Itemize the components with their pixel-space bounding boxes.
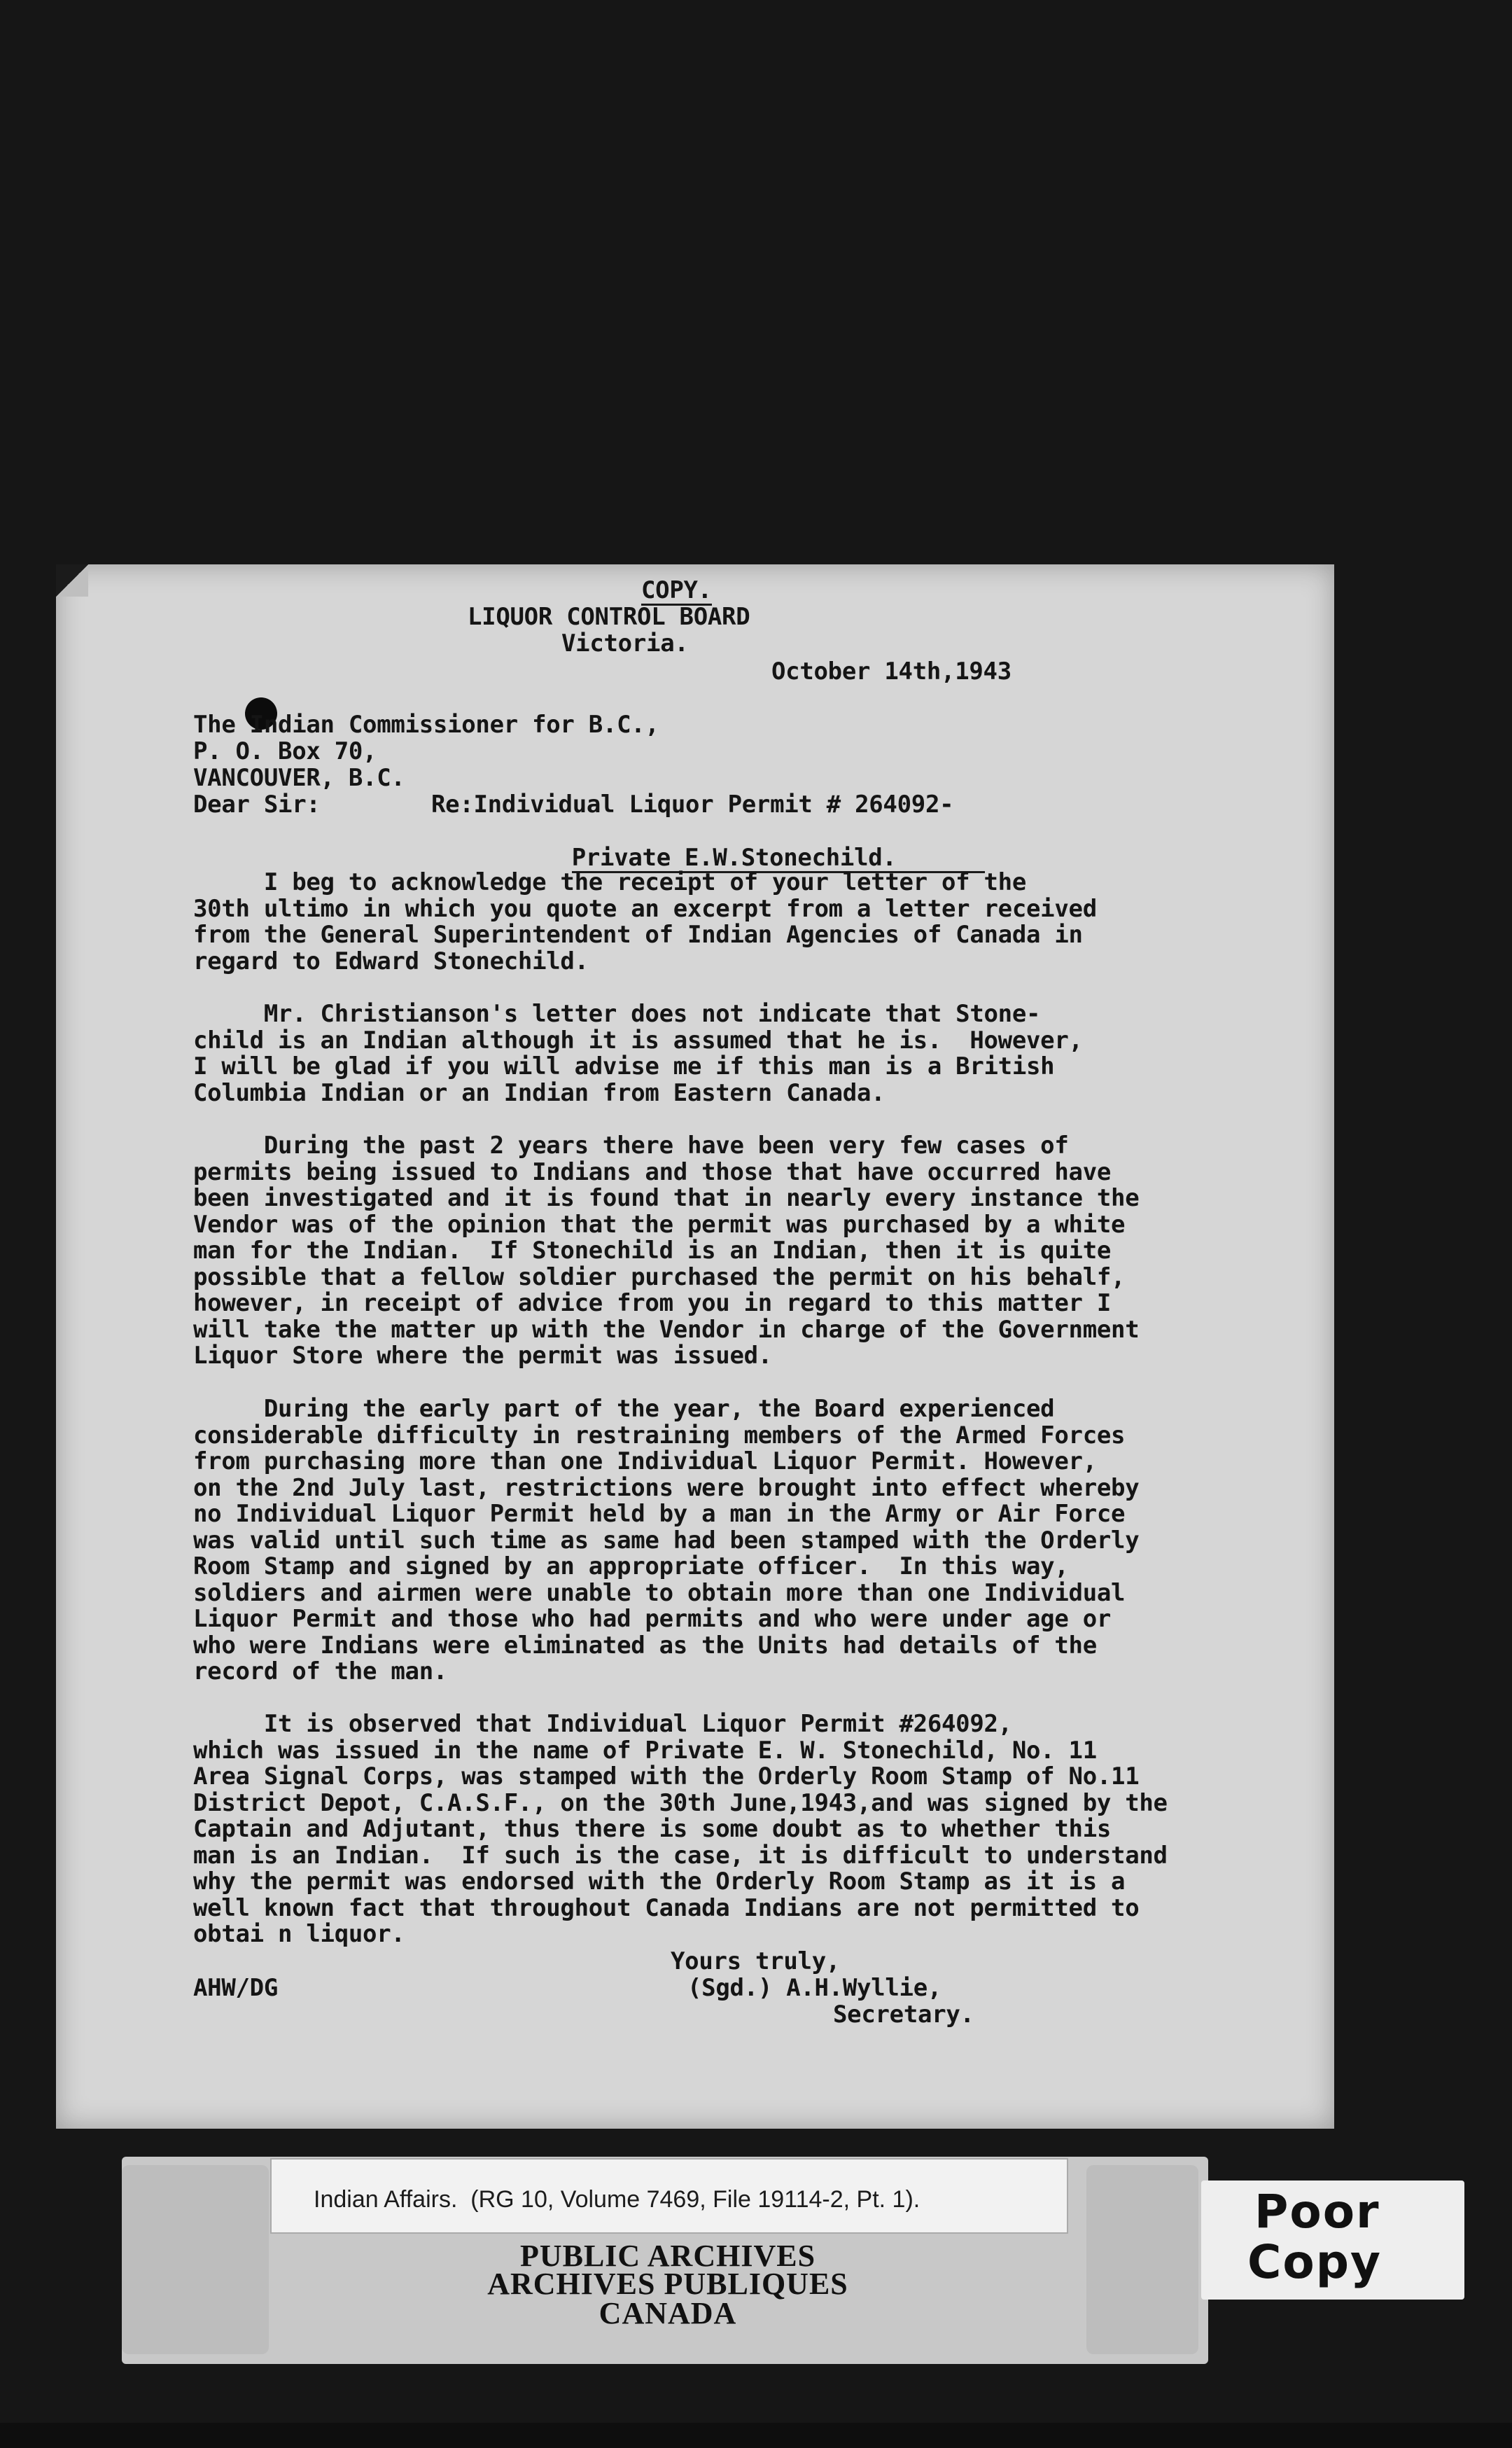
typist-initials: AHW/DG — [193, 1974, 279, 2002]
text-line: Mr. Christianson's letter does not indicate that Stone- — [193, 1000, 1041, 1028]
text-line: During the past 2 years there have been very few cases of — [193, 1132, 1069, 1160]
signature-title: Secretary. — [833, 2001, 974, 2029]
addressee-line: VANCOUVER, B.C. — [193, 764, 405, 792]
body-paragraph — [193, 1396, 1334, 1685]
text-line: District Depot, C.A.S.F., on the 30th June,1943,and was signed by the — [193, 1788, 1168, 1817]
text-line: permits being issued to Indians and those that have occurred have — [193, 1157, 1112, 1186]
text-line: man is an Indian. If such is the case, it is difficult to understand — [193, 1841, 1168, 1870]
label-tab — [1086, 2165, 1198, 2354]
text-line: Liquor Store where the permit was issued. — [193, 1342, 772, 1370]
text-line: however, in receipt of advice from you in regard to this matter I — [193, 1289, 1112, 1317]
text-line: which was issued in the name of Private E. W. Stonechild, No. 11 — [193, 1736, 1097, 1765]
addressee-line: P. O. Box 70, — [193, 737, 377, 765]
text-line: considerable difficulty in restraining members of the Armed Forces — [193, 1421, 1126, 1449]
text-line: possible that a fellow soldier purchased the permit on his behalf, — [193, 1263, 1126, 1291]
archive-name-fr: ARCHIVES PUBLIQUES — [487, 2267, 848, 2301]
text-line: 30th ultimo in which you quote an excerpt from a letter received — [193, 894, 1097, 923]
poor-copy-note — [1201, 2181, 1464, 2300]
text-line: from purchasing more than one Individual Liquor Permit. However, — [193, 1447, 1097, 1475]
archive-reference: Indian Affairs. (RG 10, Volume 7469, File 19114-2, Pt. 1). — [314, 2186, 920, 2213]
body-paragraph — [193, 1001, 1334, 1106]
text-line: who were Indians were eliminated as the Units had details of the — [193, 1631, 1097, 1660]
text-line: I beg to acknowledge the receipt of your letter of the — [193, 868, 1027, 896]
text-line: obtai n liquor. — [193, 1920, 405, 1948]
label-tab — [122, 2165, 269, 2354]
text-line: man for the Indian. If Stonechild is an Indian, then it is quite — [193, 1237, 1112, 1265]
text-line: on the 2nd July last, restrictions were brought into effect whereby — [193, 1473, 1140, 1502]
text-line: record of the man. — [193, 1657, 448, 1685]
text-line: Captain and Adjutant, thus there is some doubt as to whether this — [193, 1815, 1112, 1843]
text-line: Liquor Permit and those who had permits and who were under age or — [193, 1605, 1112, 1633]
poor-copy-line: Poor — [1254, 2185, 1380, 2239]
subject-line: Re:Individual Liquor Permit # 264092- — [431, 791, 954, 819]
text-line: soldiers and airmen were unable to obtain more than one Individual — [193, 1578, 1126, 1607]
text-line: child is an Indian although it is assumed that he is. However, — [193, 1026, 1083, 1055]
body-paragraph — [193, 1711, 1334, 1948]
text-line: from the General Superintendent of Indian Agencies of Canada in — [193, 921, 1083, 949]
text-line: I will be glad if you will advise me if this man is a British — [193, 1052, 1055, 1080]
addressee-line: The Indian Commissioner for B.C., — [193, 711, 659, 739]
text-line: been investigated and it is found that in nearly every instance the — [193, 1184, 1140, 1212]
text-line: Columbia Indian or an Indian from Eastern Canada. — [193, 1078, 886, 1107]
poor-copy-line: Copy — [1247, 2235, 1382, 2289]
letterhead-city: Victoria. — [561, 630, 689, 658]
film-edge — [0, 2423, 1512, 2448]
letter-page — [56, 564, 1334, 2129]
text-line: It is observed that Individual Liquor Permit #264092, — [193, 1710, 1012, 1738]
subject-name: Private E.W.Stonechild. — [515, 818, 923, 903]
letterhead-org: LIQUOR CONTROL BOARD — [468, 603, 750, 631]
text-line: was valid until such time as same had been stamped with the Orderly — [193, 1526, 1140, 1555]
body-paragraph — [193, 870, 1334, 975]
text-line: Vendor was of the opinion that the permit was purchased by a white — [193, 1210, 1126, 1239]
copy-mark: COPY. — [641, 576, 712, 604]
text-line: will take the matter up with the Vendor in charge of the Government — [193, 1315, 1140, 1344]
text-line: why the permit was endorsed with the Orderly Room Stamp as it is a — [193, 1868, 1126, 1896]
text-line: no Individual Liquor Permit held by a man in the Army or Air Force — [193, 1500, 1126, 1528]
signature: (Sgd.) A.H.Wyllie, — [687, 1974, 942, 2002]
text-line: regard to Edward Stonechild. — [193, 947, 589, 975]
archive-name-en: PUBLIC ARCHIVES — [519, 2239, 816, 2273]
letter-date: October 14th,1943 — [771, 658, 1011, 686]
text-line: Room Stamp and signed by an appropriate officer. In this way, — [193, 1552, 1069, 1580]
closing: Yours truly, — [671, 1947, 841, 1975]
text-line: well known fact that throughout Canada Indians are not permitted to — [193, 1893, 1140, 1922]
text-line: Area Signal Corps, was stamped with the Orderly Room Stamp of No.11 — [193, 1762, 1140, 1790]
salutation: Dear Sir: — [193, 791, 321, 819]
body-paragraph — [193, 1133, 1334, 1370]
archive-country: CANADA — [598, 2296, 737, 2330]
text-line: During the early part of the year, the Board experienced — [193, 1395, 1055, 1423]
